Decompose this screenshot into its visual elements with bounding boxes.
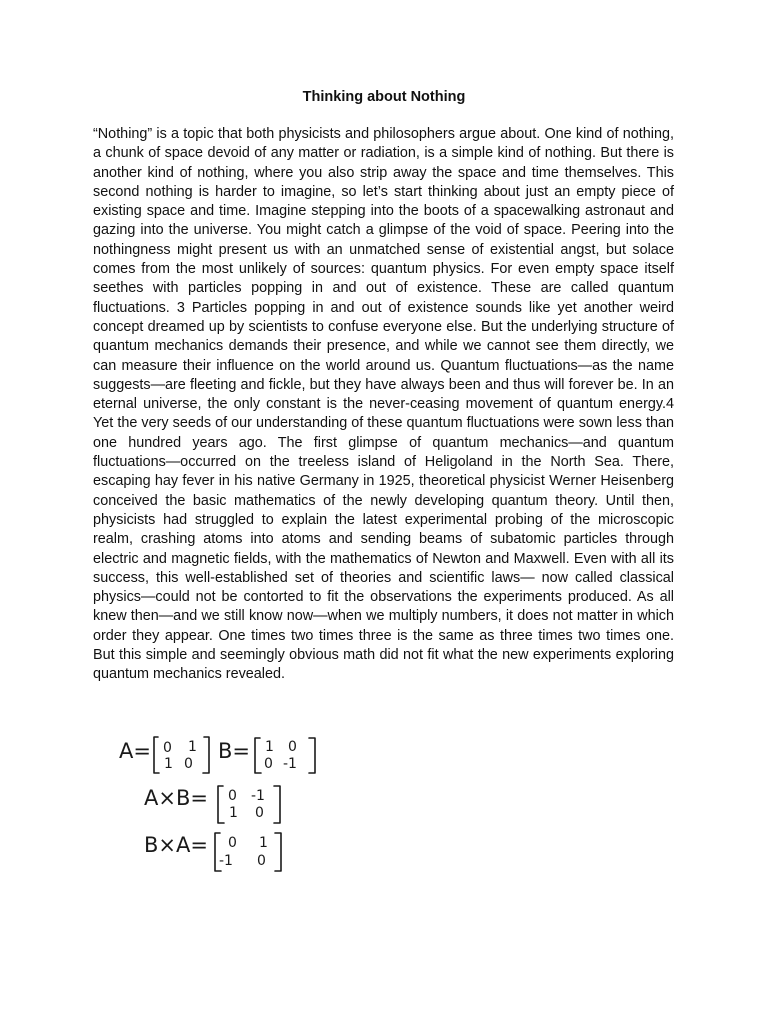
matrix-b-cell: 0 xyxy=(288,739,297,755)
matrix-b-cell: -1 xyxy=(283,756,297,772)
matrix-a-left-bracket xyxy=(154,737,159,773)
matrix-a-cell: 0 xyxy=(163,740,172,756)
product-ab-cell: 0 xyxy=(228,788,237,804)
body-paragraph: “Nothing” is a topic that both physicists and philosophers argue about. One kind of nothing, a chunk of space devoid of any matter or radiation, is a simple kind of nothing. But there is another kind of nothing, where you also strip away the space and time themselves. This second nothing is harder to imagine, so let’s start thinking about just an empty piece of existing space and time. Imagine stepping into the boots of a spacewalking astronaut and gazing into the universe. You might catch a glimpse of the void of space. Peering into the nothingness might present us with an unmatched sense of existential angst, but solace comes from the most unlikely of sources: quantum physics. For even empty space itself seethes with particles popping in and out of existence. These are called quantum fluctuations. 3 Particles popping in and out of existence sounds like yet another weird concept dreamed up by scientists to confuse everyone else. But the underlying structure of quantum mechanics demands their presence, and while we cannot see them directly, we can measure their influence on the world around us. Quantum fluctuations—as the name suggests—are fleeting and fickle, but they have always been and thus will forever be. In an eternal universe, the only constant is the never-ceasing movement of quantum energy.4 Yet the very seeds of our understanding of these quantum fluctuations were sown less than one hundred years ago. The first glimpse of quantum mechanics—and quantum fluctuations—occurred on the treeless island of Heligoland in the North Sea. There, escaping hay fever in his native Germany in 1925, theoretical physicist Werner Heisenberg conceived the basic mathematics of the newly developing quantum theory. Until then, physicists had struggled to explain the latest experimental probing of the microscopic realm, crashing atoms into atoms and sending beams of subatomic particles through electric and magnetic fields, with the mathematics of Newton and Maxwell. Even with all its success, this well-established set of theories and scientific laws— now called classical physics—could not be contorted to fit the observations the experiments produced. As all knew then—and we still know now—when we multiply numbers, it does not matter in which order they appear. One times two times three is the same as three times two times one. But this simple and seemingly obvious math did not fit what the new experiments exploring quantum mechanics revealed. xyxy=(93,126,674,683)
matrix-a-cell: 1 xyxy=(188,739,197,755)
matrix-a-cell: 1 xyxy=(164,756,173,772)
product-ab-cell: -1 xyxy=(251,788,265,804)
matrix-b-cell: 1 xyxy=(265,739,274,755)
matrix-a-right-bracket xyxy=(203,737,209,773)
matrix-figure-svg xyxy=(97,731,343,879)
product-ab-cell: 0 xyxy=(255,805,264,821)
product-ab-right-bracket xyxy=(274,786,280,823)
document-title: Thinking about Nothing xyxy=(302,89,466,105)
product-ba-right-bracket xyxy=(275,833,281,871)
matrix-a-cell: 0 xyxy=(184,756,193,772)
handwritten-matrix-figure xyxy=(97,731,343,879)
matrix-b-label: B= xyxy=(218,739,251,763)
product-ab-cell: 1 xyxy=(229,805,238,821)
product-ba-cell: 0 xyxy=(257,853,266,869)
product-ba-label: B×A= xyxy=(144,833,208,857)
product-ab-label: A×B= xyxy=(144,786,208,810)
product-ab-left-bracket xyxy=(218,786,224,823)
matrix-a-label: A= xyxy=(119,739,151,763)
product-ba-cell: 0 xyxy=(228,835,237,851)
matrix-b-right-bracket xyxy=(309,738,315,773)
product-ba-cell: -1 xyxy=(219,853,233,869)
matrix-b-cell: 0 xyxy=(264,756,273,772)
matrix-b-left-bracket xyxy=(255,738,261,773)
product-ba-cell: 1 xyxy=(259,835,268,851)
